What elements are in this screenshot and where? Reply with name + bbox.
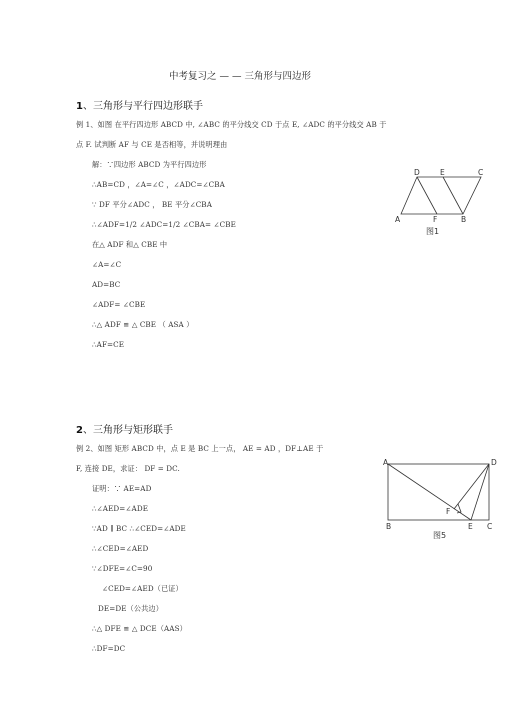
proof-2-step-2: ∴∠AED=∠ADE (92, 504, 149, 513)
fig5-label-e: E (468, 522, 473, 531)
fig5-label-f: F (446, 507, 451, 516)
section-2-number: 2 (76, 425, 83, 436)
solution-1-step-6: ∠A=∠C (92, 260, 122, 269)
solution-1-step-1: 解：∵四边形 ABCD 为平行四边形 (92, 160, 207, 169)
fig5-label-b: B (386, 522, 392, 531)
segment-de (471, 464, 489, 520)
section-1-heading (76, 97, 203, 112)
fig1-label-b: B (461, 215, 467, 224)
parallelogram-abcd (401, 177, 481, 214)
proof-2-step-4: ∴∠CED=∠AED (92, 544, 149, 553)
fig5-label-c: C (487, 522, 493, 531)
proof-2-step-3: ∵AD ∥ BC ∴∠CED=∠ADE (92, 524, 186, 533)
example-1-line-2: 点 F. 试判断 AF 与 CE 是否相等，并说明理由 (76, 140, 228, 149)
fig5-label-a: A (383, 458, 389, 467)
proof-2-step-9: ∴DF=DC (92, 644, 126, 653)
figure-5-rectangle (380, 456, 500, 546)
example-2-line-1: 例 2、如图 矩形 ABCD 中，点 E 是 BC 上一点， AE = AD ，DF⊥AE 于 (76, 444, 324, 453)
solution-1-step-8: ∠ADF= ∠CBE (92, 300, 146, 309)
solution-1-step-2: ∴AB=CD ，∠A=∠C ，∠ADC=∠CBA (92, 180, 225, 189)
bisector-df (417, 177, 437, 214)
section-2-title: 、三角形与矩形联手 (82, 425, 173, 436)
section-1-number: 1 (76, 101, 83, 112)
proof-2-step-5: ∵∠DFE=∠C=90 (92, 564, 153, 573)
figure-1-parallelogram (392, 168, 492, 238)
figure-1-caption: 图1 (426, 227, 440, 236)
proof-2-step-1: 证明：∵ AE=AD (92, 484, 152, 493)
example-2-line-2: F, 连接 DE，求证： DF = DC. (76, 464, 180, 473)
solution-1-step-7: AD=BC (92, 280, 121, 289)
solution-1-step-9: ∴△ ADF ≌ △ CBE （ ASA ） (92, 320, 194, 329)
page-title: 中考复习之 — — 三角形与四边形 (169, 71, 312, 82)
fig5-label-d: D (491, 458, 497, 467)
bisector-be (443, 177, 463, 214)
fig1-label-a: A (395, 215, 401, 224)
proof-2-step-6: ∠CED=∠AED（已证） (102, 584, 183, 593)
example-1-line-1: 例 1、如图 在平行四边形 ABCD 中, ∠ABC 的平分线交 CD 于点 E, ∠ADC 的平分线交 AB 于 (76, 120, 387, 129)
section-2-heading (76, 421, 173, 436)
figure-5-caption: 图5 (433, 531, 447, 540)
solution-1-step-4: ∴∠ADF=1/2 ∠ADC=1/2 ∠CBA= ∠CBE (92, 220, 237, 229)
proof-2-step-8: ∴△ DFE ≌ △ DCE（AAS） (92, 624, 187, 633)
proof-2-step-7: DE=DE（公共边） (98, 604, 163, 613)
fig1-label-f: F (433, 215, 438, 224)
solution-1-step-3: ∵ DF 平分∠ADC ， BE 平分∠CBA (92, 200, 212, 209)
fig1-label-c: C (478, 168, 484, 177)
fig1-label-e: E (440, 168, 445, 177)
section-1-title: 、三角形与平行四边形联手 (82, 101, 203, 112)
solution-1-step-5: 在△ ADF 和△ CBE 中 (92, 240, 168, 249)
fig1-label-d: D (414, 168, 420, 177)
solution-1-step-10: ∴AF=CE (92, 340, 125, 349)
segment-ae (388, 464, 471, 520)
segment-df (454, 464, 489, 509)
